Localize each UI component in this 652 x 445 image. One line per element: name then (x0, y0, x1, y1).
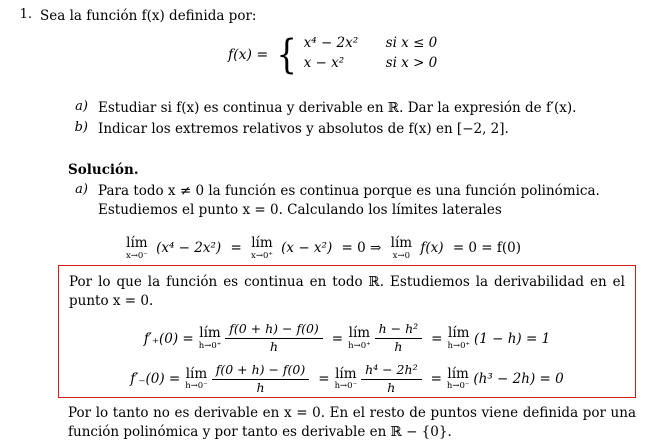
limit-2 (251, 237, 273, 260)
piecewise-condition: si x > 0 (385, 55, 438, 72)
limit-operator-group (185, 365, 208, 392)
limit-operator: lím (390, 235, 413, 251)
limit-expression-1: (x⁴ − 2x²) (156, 240, 222, 256)
limit-operator-group (348, 327, 371, 350)
piecewise-expression: x⁴ − 2x² (303, 35, 359, 52)
item-text-b: Indicar los extremos relativos y absolutos de f(x) en [−2, 2]. (98, 121, 509, 137)
piecewise-display (40, 32, 644, 83)
limit-operator: lím (348, 325, 371, 342)
limit-subscript: h→0⁻ (446, 381, 470, 392)
item-label-a: a) (75, 99, 88, 114)
solution-heading: Solución. (68, 162, 139, 178)
piecewise-lhs: f(x) = (228, 47, 269, 64)
equals-sign: = (431, 330, 443, 347)
limit-subscript: h→0⁺ (447, 340, 470, 351)
fraction-denominator: h (269, 339, 279, 355)
limit-operator: lím (251, 235, 273, 251)
question-item-b (70, 120, 652, 139)
exercise-body (40, 7, 644, 83)
item-label-b: b) (74, 120, 88, 135)
highlight-box-text: Por lo que la función es continua en todo ℝ. Estudiemos la derivabilidad en el punto x = 0. (69, 274, 625, 310)
fraction-denominator: h (256, 379, 265, 395)
question-item-a (70, 99, 652, 118)
solution-item-a (70, 182, 652, 220)
right-derivative-lhs: f′₊(0) = (143, 330, 194, 347)
equals-sign-1: = (230, 240, 242, 256)
piecewise-expression: x − x² (303, 55, 345, 72)
limit-result: (1 − h) = 1 (473, 330, 551, 347)
fraction-1 (225, 321, 323, 356)
brace-icon: { (276, 32, 298, 79)
limit-operator-group (447, 327, 470, 350)
fraction-2 (361, 362, 422, 397)
limit-subscript: x→0⁻ (125, 250, 148, 261)
piecewise-row (304, 55, 438, 75)
equals-sign: = (430, 371, 442, 388)
solution-label-a: a) (75, 182, 88, 197)
piecewise-condition: si x ≤ 0 (385, 35, 438, 52)
equals-sign-2: = 0 ⇒ (341, 240, 382, 256)
derivative-equations (69, 321, 625, 397)
limit-subscript: h→0⁻ (334, 381, 358, 392)
item-text-a: Estudiar si f(x) es continua y derivable en ℝ. Dar la expresión de f′(x). (98, 100, 577, 116)
fraction-2 (375, 321, 423, 356)
limit-subscript: h→0⁺ (198, 340, 222, 351)
limit-3 (391, 237, 412, 260)
fraction-denominator: h (387, 379, 396, 395)
limit-equation (0, 237, 652, 260)
closing-paragraph: Por lo tanto no es derivable en x = 0. En el resto de puntos viene definida por una función polinómica y por tanto es derivable en ℝ − {0}. (68, 405, 636, 441)
left-derivative-lhs: f′₋(0) = (130, 371, 181, 388)
limit-expression-3: f(x) (420, 240, 444, 256)
fraction-numerator: h⁴ − 2h² (361, 362, 422, 380)
exercise-statement: Sea la función f(x) definida por: (40, 8, 257, 24)
equals-sign: = (318, 371, 330, 388)
exercise-number: 1. (19, 7, 32, 22)
piecewise-row (304, 35, 438, 55)
limit-1 (126, 237, 148, 260)
right-derivative-equation (69, 321, 625, 356)
limit-subscript: h→0⁺ (348, 340, 371, 351)
limit-expression-2: (x − x²) (281, 240, 333, 256)
equals-sign: = (331, 330, 344, 347)
limit-subscript: h→0⁻ (185, 381, 208, 392)
fraction-numerator: f(0 + h) − f(0) (225, 321, 323, 339)
limit-operator: lím (335, 365, 357, 382)
fraction-numerator: h − h² (375, 321, 423, 339)
fraction-1 (212, 362, 310, 397)
limit-subscript: x→0 (392, 250, 410, 261)
limit-operator: lím (199, 325, 221, 342)
equals-sign-3: = 0 = f(0) (452, 240, 522, 256)
limit-operator-group (446, 365, 470, 392)
limit-operator: lím (447, 365, 469, 382)
limit-operator: lím (185, 365, 208, 382)
fraction-denominator: h (394, 339, 403, 355)
exercise-item (10, 7, 644, 83)
limit-result: (h³ − 2h) = 0 (473, 371, 564, 388)
solution-text-a: Para todo x ≠ 0 la función es continua porque es una función polinómica. Estudiemos el punto x = 0. Calculando los límites laterales (98, 183, 600, 218)
highlight-box (58, 265, 636, 398)
left-derivative-equation (69, 362, 625, 397)
limit-operator: lím (126, 235, 148, 251)
limit-operator-group (199, 327, 222, 350)
fraction-numerator: f(0 + h) − f(0) (212, 362, 310, 380)
limit-subscript: x→0⁺ (251, 250, 273, 261)
limit-operator-group (334, 365, 358, 392)
limit-operator: lím (448, 325, 470, 342)
